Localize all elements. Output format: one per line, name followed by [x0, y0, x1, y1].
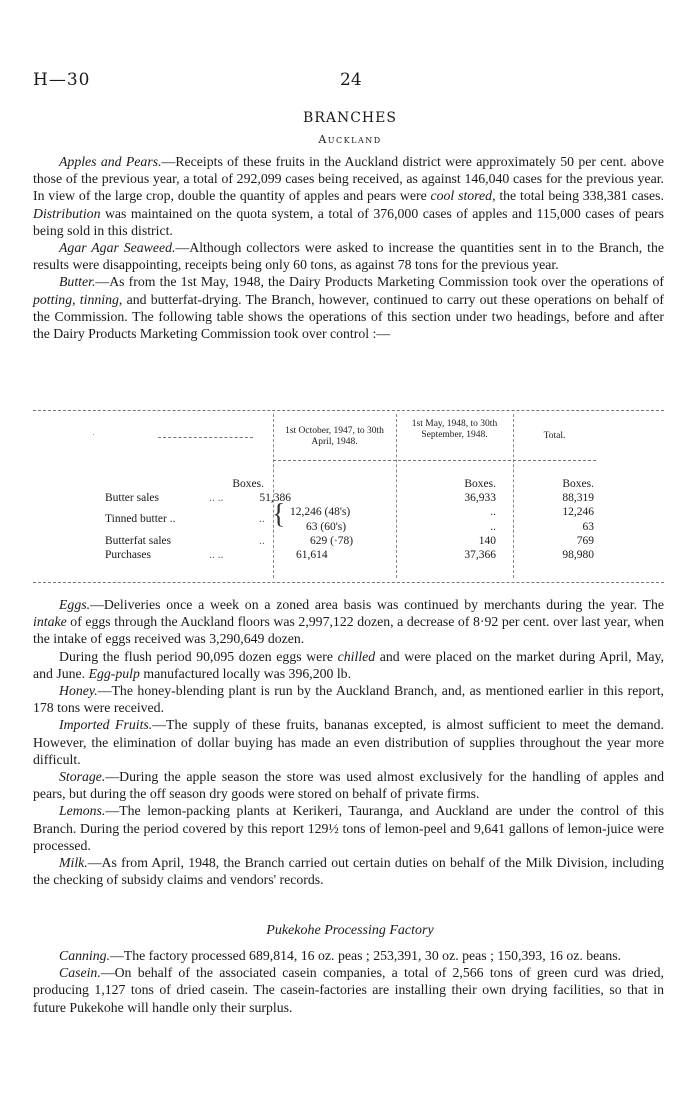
page-number: 24 [340, 70, 362, 90]
factory-section [33, 947, 664, 1016]
document-reference: H—30 [33, 70, 91, 90]
intro-section [33, 153, 664, 342]
column-header-total: Total. [543, 431, 566, 441]
column-header-period-1: 1st October, 1947, to 30th April, 1948. [285, 426, 384, 447]
paragraph-canning: Canning.—The factory processed 689,814, 16 oz. peas ; 253,391, 30 oz. peas ; 150,393, 16 oz. beans. [59, 948, 622, 963]
paragraph-honey: Honey.—The honey-blending plant is run by the Auckland Branch, and, as mentioned earlier in this report, 178 tons were received. [33, 683, 664, 716]
header-rule [273, 460, 596, 461]
paragraph-butter: Butter.—As from the 1st May, 1948, the Dairy Products Marketing Commission took over the operations of potting, tinning, and butterfat-drying. The Branch, however, continued to carry out these operations on behalf of the Commission. The following table shows the operations of this section under two headings, before and after the Dairy Products Marketing Commission took over control :— [33, 274, 665, 342]
unit-label: Boxes. [464, 478, 496, 490]
paragraph-casein: Casein.—On behalf of the associated casein companies, a total of 2,566 tons of green curd was dried, producing 1,127 tons of dried casein. The casein-factories are installing their own drying facilities, so that in future Pukekohe will handle only their surplus. [33, 965, 664, 1015]
later-section [33, 596, 664, 888]
header-dash [93, 434, 94, 435]
paragraph-agar: Agar Agar Seaweed.—Although collectors were asked to increase the quantities sent in to the Branch, the results were disappointing, receipts being only 60 tons, as against 78 tons for the previous year. [33, 240, 664, 273]
paragraph-apples: Apples and Pears.—Receipts of these fruits in the Auckland district were approximately 50 per cent. above those of the previous year, a total of 292,099 cases being received, as against 146,040 cases for the previous year. In view of the large crop, double the quantity of apples and pears were cool stored, the total being 338,381 cases. Distribution was maintained on the quota system, a total of 376,000 cases of apples and 115,000 cases of pears being sold in this district. [33, 154, 664, 238]
unit-label: Boxes. [562, 478, 594, 490]
factory-heading: Pukekohe Processing Factory [266, 923, 434, 938]
table-top-rule [33, 410, 664, 411]
brace-glyph: { [272, 499, 286, 530]
paragraph-eggs: Eggs.—Deliveries once a week on a zoned area basis was continued by merchants during the year. The intake of eggs through the Auckland floors was 2,997,122 dozen, a decrease of 8·92 per cent. over last year, when the intake of eggs received was 3,290,649 dozen. [33, 597, 664, 647]
subsection-title: Auckland [318, 133, 382, 146]
table-bottom-rule [33, 582, 664, 583]
paragraph-milk: Milk.—As from April, 1948, the Branch carried out certain duties on behalf of the Milk Division, including the checking of subsidy claims and vendors' records. [33, 855, 664, 888]
column-header-period-2: 1st May, 1948, to 30th September, 1948. [411, 419, 498, 440]
paragraph-flush: During the flush period 90,095 dozen eggs were chilled and were placed on the market during April, May, and June. Egg-pulp manufactured locally was 396,200 lb. [33, 648, 664, 681]
butter-operations-table: 1st October, 1947, to 30th April, 1948. 1st May, 1948, to 30th September, 1948. Total. Boxes. Boxes. Boxes. Butter sales .. .. 51,386 36,933 88,319 Tinned butter .. .. { 12,246 (48's) .. 12,246 63 (60's) .. 63 Butterfat sales .. 629 (·78) 140 769 Purchases .. .. 61,614 37,366 98,980 [33, 410, 664, 582]
unit-label: Boxes. [232, 478, 264, 490]
paragraph-imported-fruits: Imported Fruits.—The supply of these fruits, bananas excepted, is almost sufficient to meet the demand. However, the elimination of dollar buying has made an even distribution of supplies throughout the year more difficult. [33, 717, 664, 767]
header-stub-rule [158, 437, 253, 438]
paragraph-storage: Storage.—During the apple season the store was used almost exclusively for the handling of apples and pears, but during the off season dry goods were stored on behalf of private firms. [33, 769, 664, 802]
section-title: BRANCHES [303, 110, 397, 126]
paragraph-lemons: Lemons.—The lemon-packing plants at Kerikeri, Tauranga, and Auckland are under the control of this Branch. During the period covered by this report 129½ tons of lemon-peel and 9,641 gallons of lemon-juice were processed. [33, 803, 664, 853]
